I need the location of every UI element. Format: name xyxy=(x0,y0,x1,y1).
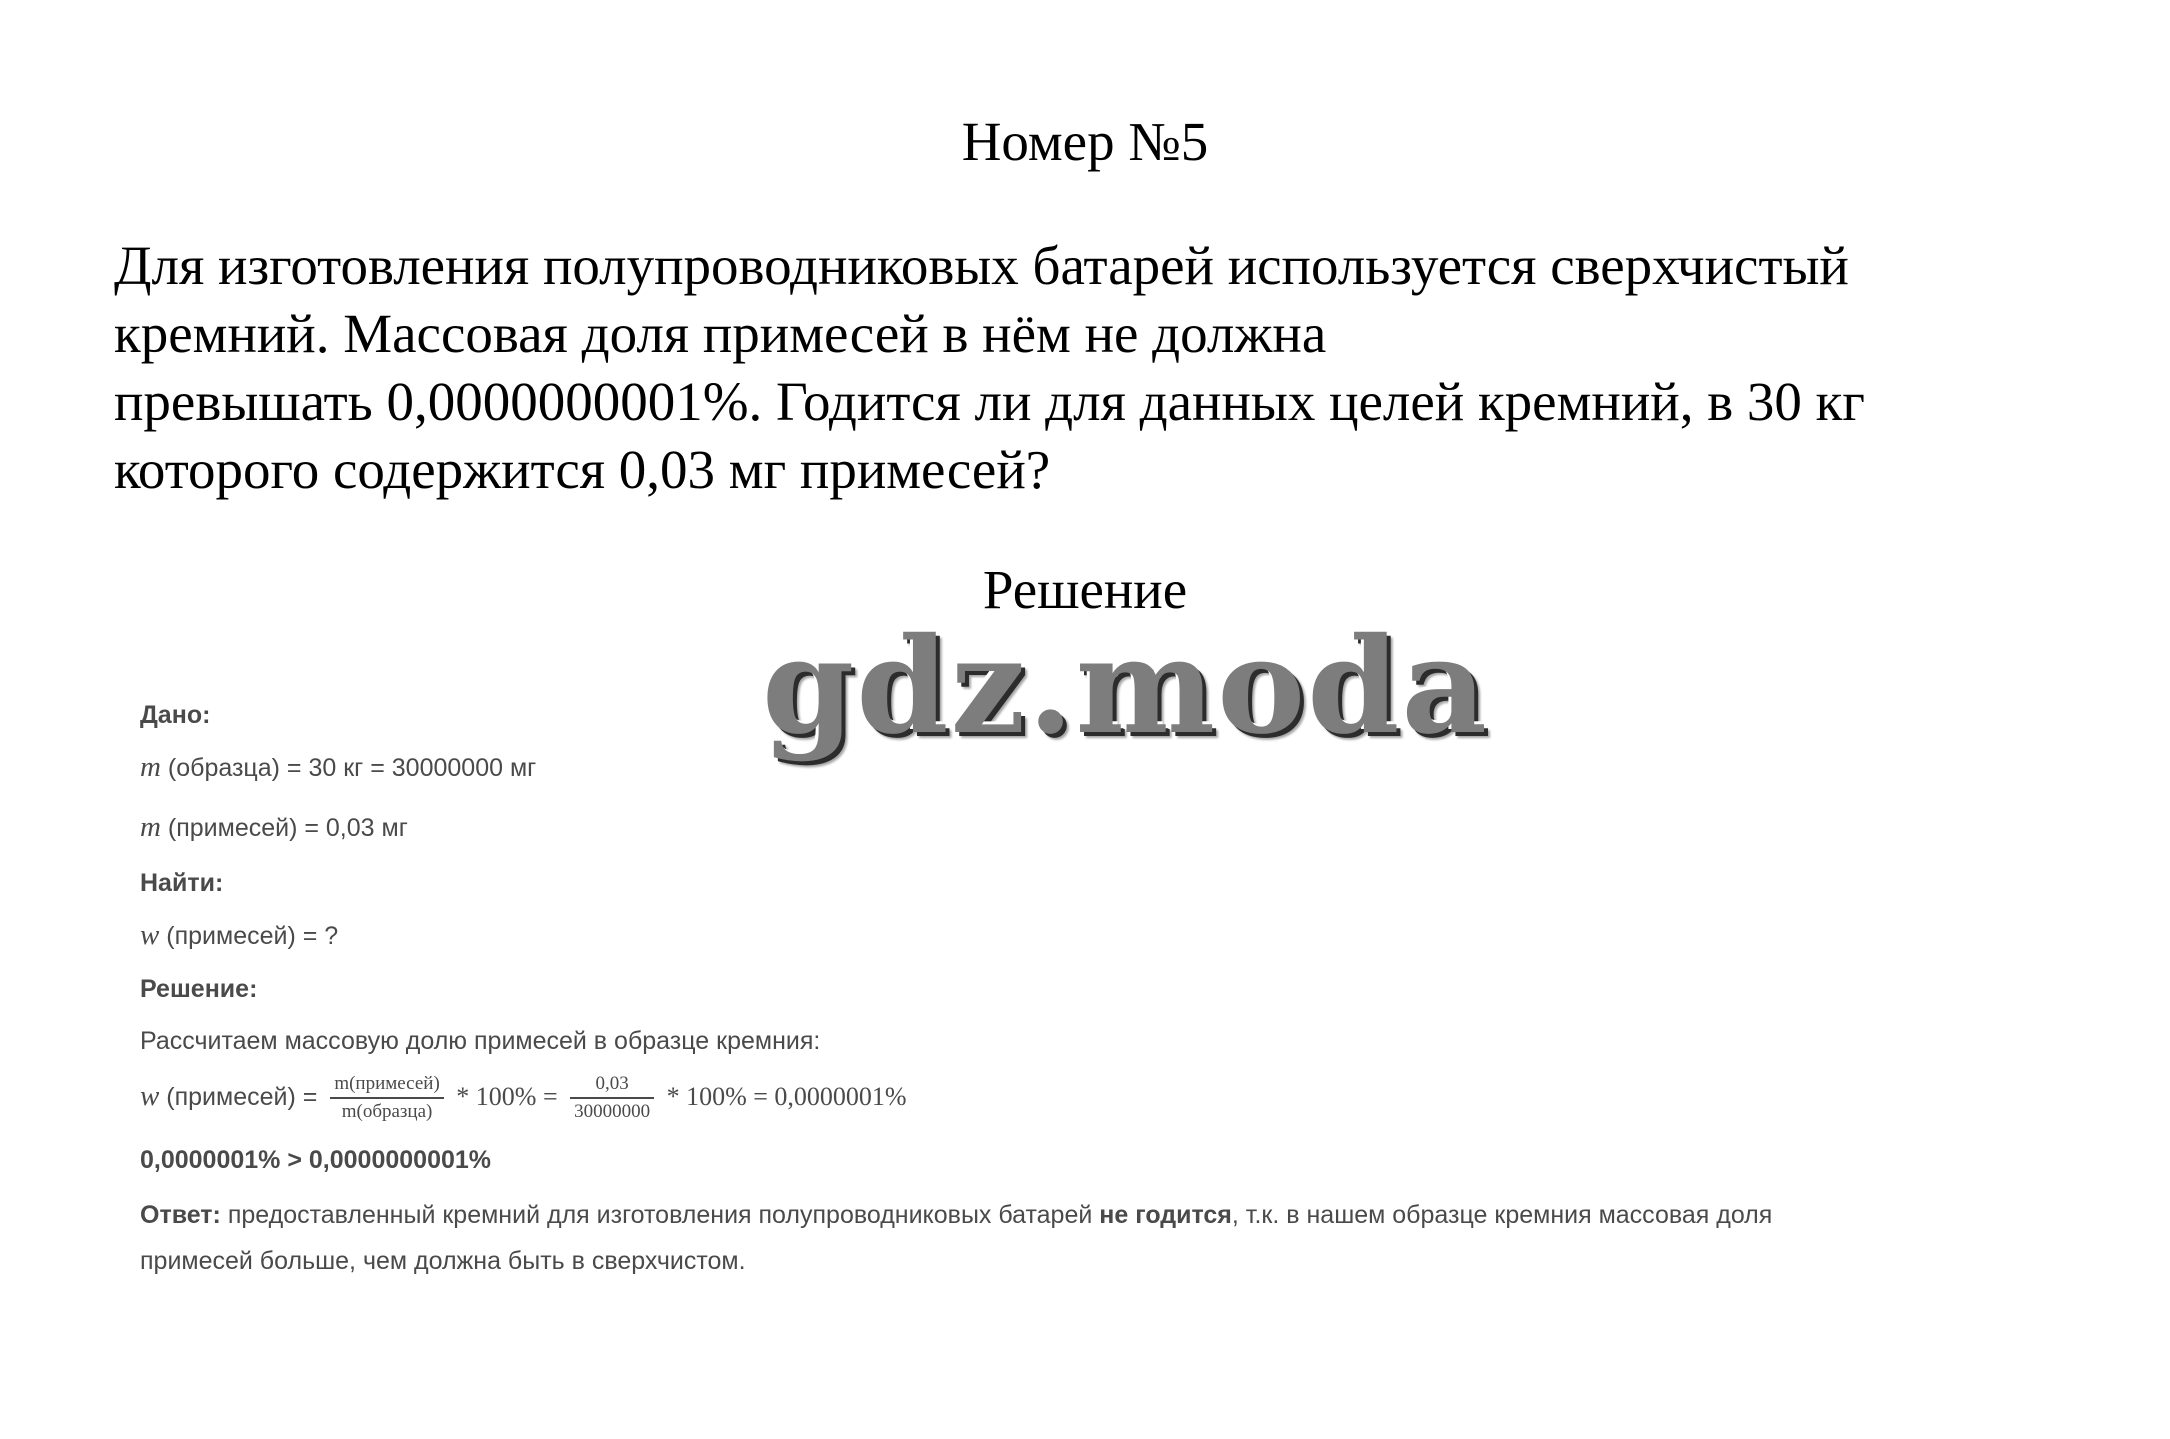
fraction-values xyxy=(570,1073,654,1123)
task-text xyxy=(114,232,2074,504)
formula xyxy=(140,1068,907,1125)
fraction-denominator: 30000000 xyxy=(574,1101,651,1123)
given-sample-mass xyxy=(140,752,536,783)
task-line: превышать 0,0000000001%. Годится ли для данных целей кремний, в 30 кг xyxy=(114,371,1865,432)
given-impurity-mass xyxy=(140,812,408,843)
solution-heading: Решение xyxy=(982,559,1188,620)
fraction-symbol: w xyxy=(140,1080,160,1112)
mass-symbol: m xyxy=(140,811,161,843)
fraction-numerator: m(примесей) xyxy=(330,1073,443,1099)
mass-symbol: m xyxy=(140,751,161,783)
comparison: 0,0000001% > 0,0000000001% xyxy=(140,1146,492,1174)
answer-emphasis: не годится xyxy=(1099,1201,1232,1229)
solution-label: Решение: xyxy=(140,975,258,1003)
answer-text: предоставленный кремний для изготовления полупроводниковых батарей xyxy=(220,1201,1100,1229)
fraction-numerator: 0,03 xyxy=(570,1073,654,1099)
find-label: Найти: xyxy=(140,869,224,897)
task-line: кремний. Массовая доля примесей в нём не должна xyxy=(114,303,1327,364)
given-text: (примесей) = 0,03 мг xyxy=(160,814,408,842)
find-value xyxy=(140,920,338,951)
given-label: Дано: xyxy=(140,701,211,729)
page-title: Номер №5 xyxy=(961,111,1209,172)
watermark-logo: gdz.moda xyxy=(762,609,1490,764)
answer-text: , т.к. в нашем образце кремния массовая доля xyxy=(1231,1201,1773,1229)
answer-line-1 xyxy=(140,1200,1772,1230)
formula-result: * 100% = 0,0000001% xyxy=(660,1082,907,1111)
answer-label: Ответ: xyxy=(140,1201,221,1229)
find-text: (примесей) = ? xyxy=(159,922,339,950)
fraction-symbol: w xyxy=(140,919,160,951)
fraction-denominator: m(образца) xyxy=(341,1101,433,1123)
formula-mid: * 100% = xyxy=(449,1082,565,1111)
task-line: Для изготовления полупроводниковых батарей используется сверхчистый xyxy=(114,235,1849,296)
task-line: которого содержится 0,03 мг примесей? xyxy=(114,439,1051,500)
calc-intro: Рассчитаем массовую долю примесей в образце кремния: xyxy=(140,1027,821,1055)
fraction-masses xyxy=(330,1073,443,1123)
formula-lhs: (примесей) = xyxy=(159,1083,325,1111)
answer-line-2: примесей больше, чем должна быть в сверхчистом. xyxy=(140,1247,746,1275)
given-text: (образца) = 30 кг = 30000000 мг xyxy=(160,754,537,782)
